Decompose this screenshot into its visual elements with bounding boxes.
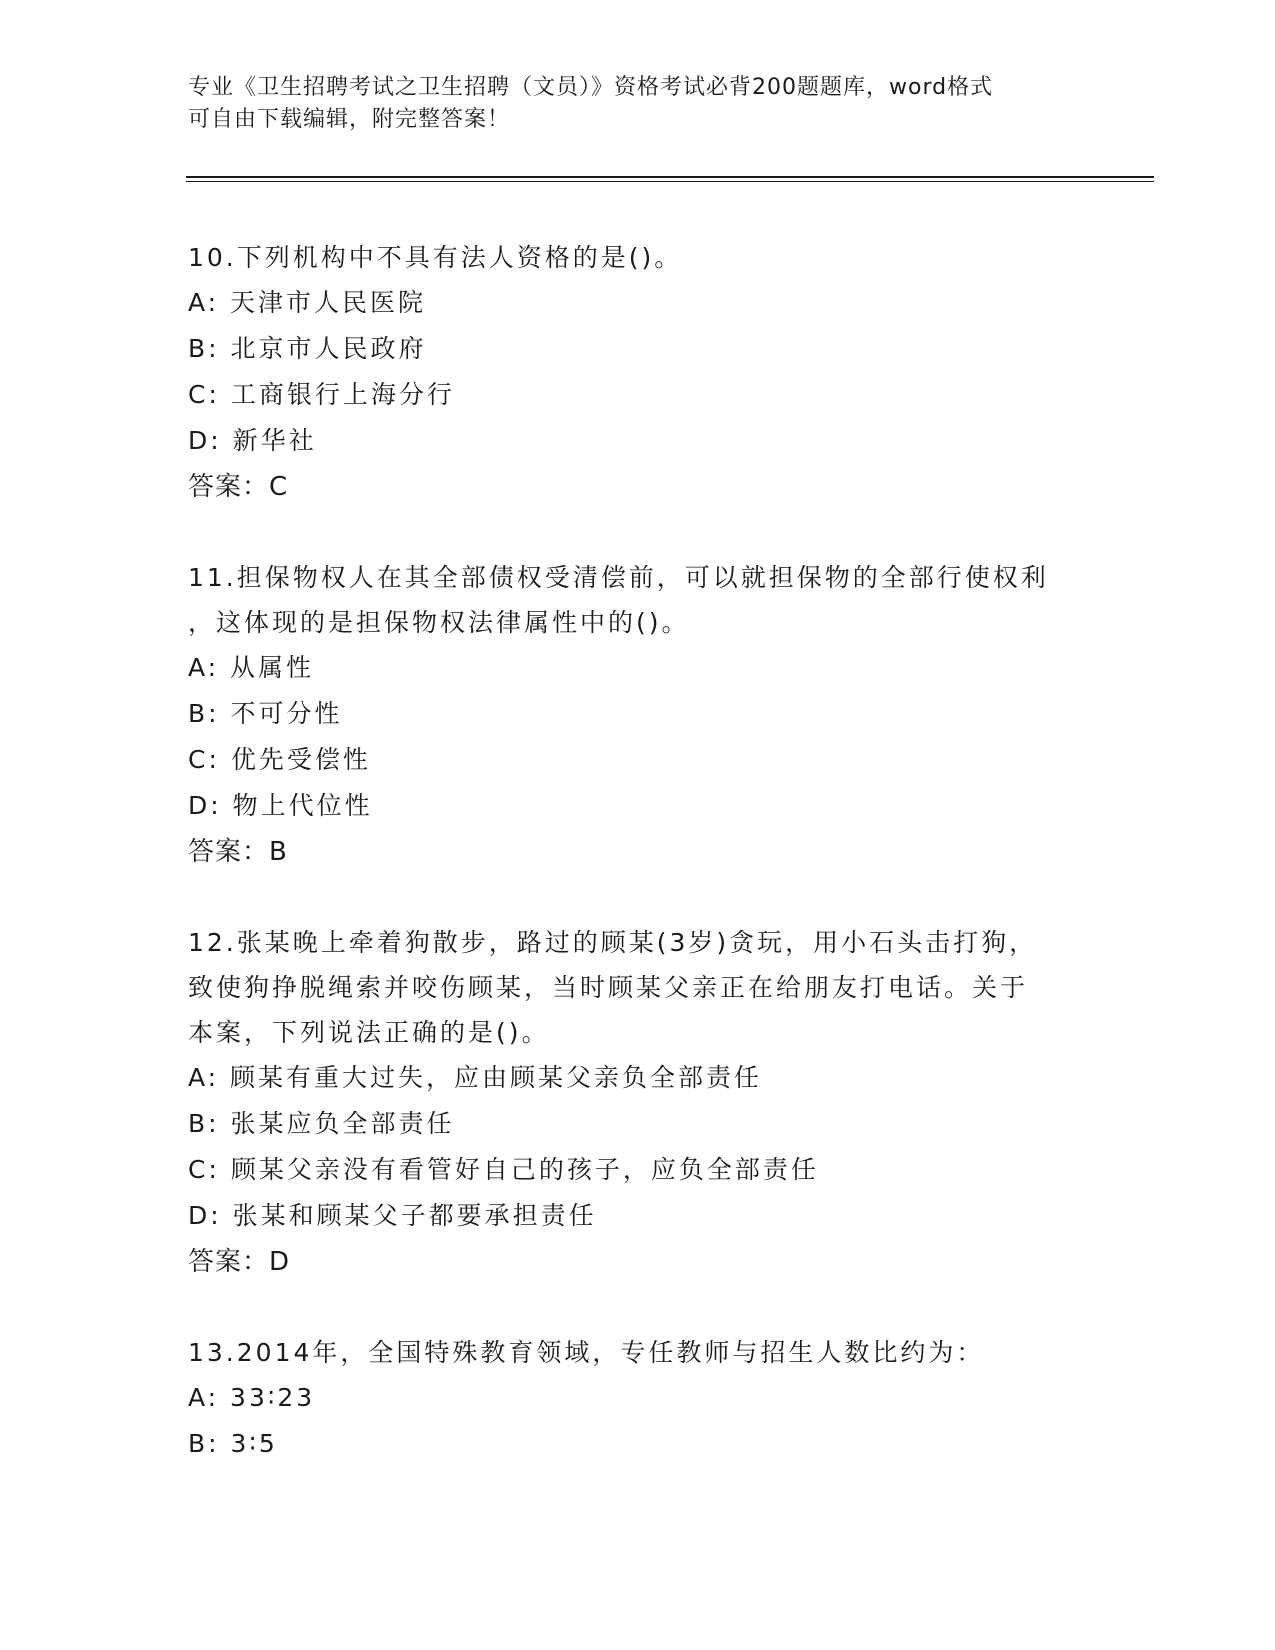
question-stem-continued: 致使狗挣脱绳索并咬伤顾某，当时顾某父亲正在给朋友打电话。关于: [188, 973, 1029, 1002]
option-d: D: 新华社: [188, 426, 317, 455]
answer-line: 答案：C: [188, 472, 289, 502]
option-a: A: 顾某有重大过失，应由顾某父亲负全部责任: [188, 1063, 763, 1092]
option-a: A: 天津市人民医院: [188, 288, 427, 317]
option-c: C: 工商银行上海分行: [188, 380, 455, 409]
question-stem: 11.担保物权人在其全部债权受清偿前，可以就担保物的全部行使权利: [188, 563, 1049, 592]
header-title-line-2: 可自由下载编辑，附完整答案！: [188, 107, 511, 132]
option-b: B: 张某应负全部责任: [188, 1109, 455, 1138]
question-10: [188, 235, 1088, 510]
document-header: [188, 72, 1088, 136]
option-b: B: 3∶5: [188, 1429, 278, 1458]
option-d: D: 物上代位性: [188, 791, 373, 820]
header-divider-thick: [186, 176, 1154, 178]
option-c: C: 顾某父亲没有看管好自己的孩子，应负全部责任: [188, 1155, 819, 1184]
answer-line: 答案：B: [188, 837, 288, 867]
question-list: [188, 235, 1088, 1467]
option-a: A: 33∶23: [188, 1383, 316, 1412]
question-stem: 12.张某晚上牵着狗散步，路过的顾某(3岁)贪玩，用小石头击打狗，: [188, 928, 1038, 957]
option-d: D: 张某和顾某父子都要承担责任: [188, 1201, 597, 1230]
question-13: [188, 1330, 1088, 1467]
question-11: [188, 555, 1088, 875]
header-title-line-1: 专业《卫生招聘考试之卫生招聘（文员）》资格考试必背200题题库，word格式: [188, 75, 994, 100]
question-stem-continued: 本案，下列说法正确的是()。: [188, 1018, 550, 1047]
question-stem: 13.2014年，全国特殊教育领域，专任教师与招生人数比约为：: [188, 1338, 985, 1367]
question-12: [188, 920, 1088, 1285]
header-divider-thin: [186, 181, 1154, 182]
answer-line: 答案：D: [188, 1247, 291, 1277]
option-b: B: 北京市人民政府: [188, 334, 427, 363]
question-stem-continued: ，这体现的是担保物权法律属性中的()。: [188, 608, 690, 637]
option-a: A: 从属性: [188, 653, 315, 682]
question-stem: 10.下列机构中不具有法人资格的是()。: [188, 243, 683, 272]
option-c: C: 优先受偿性: [188, 745, 371, 774]
option-b: B: 不可分性: [188, 699, 343, 728]
